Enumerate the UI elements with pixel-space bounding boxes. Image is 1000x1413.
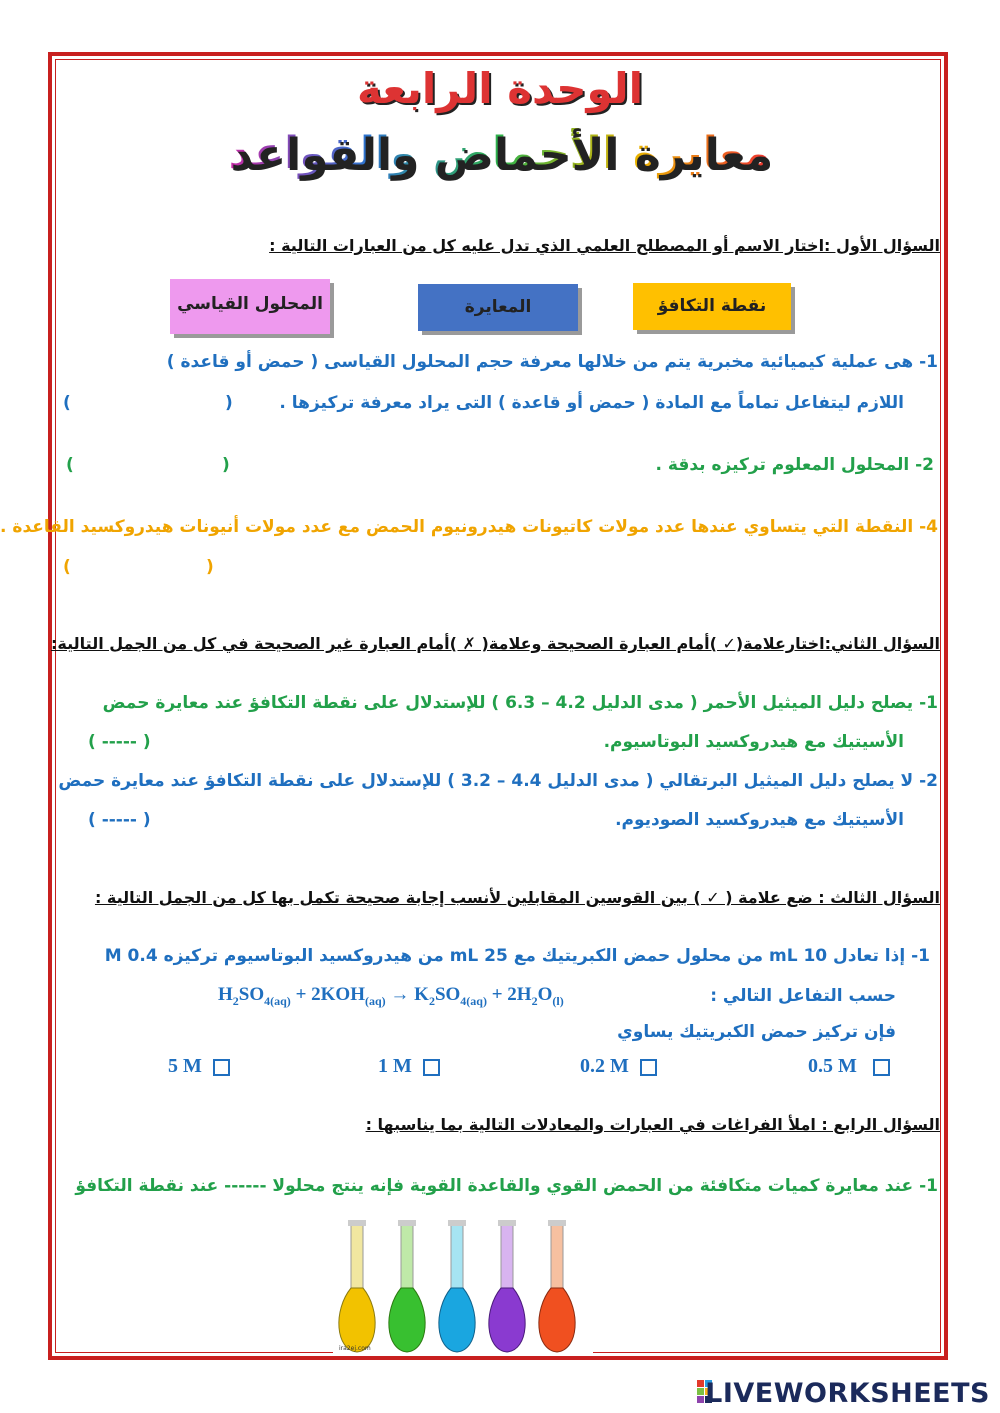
liveworksheets-brand[interactable]: LIVEWORKSHEETS (705, 1378, 990, 1409)
checkbox-icon[interactable] (423, 1059, 440, 1076)
checkbox-icon[interactable] (873, 1059, 890, 1076)
q2-item2-answer-blank[interactable]: ( ----- ) (88, 810, 151, 830)
q2-item1-answer-blank[interactable]: ( ----- ) (88, 732, 151, 752)
checkbox-icon[interactable] (213, 1059, 230, 1076)
q1-heading: السؤال الأول :اختار الاسم أو المصطلح العلمي الذي تدل عليه كل من العبارات التالية : (269, 236, 940, 255)
q1-item1-blank-close: ) (63, 393, 71, 413)
choice-5M[interactable]: 5 M (168, 1055, 230, 1078)
q1-item2-blank-close: ) (66, 455, 74, 475)
q2-item1-line2: الأسيتيك مع هيدروكسيد البوتاسيوم. (603, 732, 904, 752)
reaction-equation: $H_2SO_{4(aq)} + 2KOH_{(aq)} \to K_2SO_{4(aq)} + 2H_2O_{(l)}$ (218, 984, 564, 1008)
option-standard-solution[interactable]: المحلول القياسي (170, 279, 330, 334)
volumetric-flasks-image (333, 1218, 593, 1356)
q3-item1-line3: فإن تركيز حمض الكبريتيك يساوي (617, 1022, 896, 1042)
choice-0-2M[interactable]: 0.2 M (580, 1055, 657, 1078)
q2-item1-line1: 1- يصلح دليل الميثيل الأحمر ( مدى الدليل 4.2 – 6.3 ) للإستدلال على نقطة التكافؤ عند معايرة حمض (102, 693, 938, 713)
image-credit: ira2ej.com (339, 1345, 371, 1352)
q2-item2-line1: 2- لا يصلح دليل الميثيل البرتقالي ( مدى الدليل 4.4 – 3.2 ) للإستدلال على نقطة التكافؤ عند معايرة حمض (58, 771, 938, 791)
q1-item4: 4- النقطة التي يتساوي عندها عدد مولات كاتيونات هيدرونيوم الحمض مع عدد مولات أنيونات هيدروكسيد القاعدة . (0, 517, 938, 537)
q1-item2: 2- المحلول المعلوم تركيزه بدقة . (655, 455, 934, 475)
q2-heading: السؤال الثاني:اختارعلامة(✓ )أمام العبارة الصحيحة وعلامة( ✗ )أمام العبارة غير الصحيحة في كل من الجمل التالية: (51, 634, 940, 653)
q1-item4-blank-close: ) (63, 557, 71, 577)
option-titration[interactable]: المعايرة (418, 284, 578, 331)
q3-item1-line1: 1- إذا تعادل 10 mL من محلول حمض الكبريتيك مع 25 mL من هيدروكسيد البوتاسيوم تركيزه 0.4 M (104, 946, 930, 966)
q4-heading: السؤال الرابع : املأ الفراغات في العبارات والمعادلات التالية بما يناسبها : (365, 1115, 940, 1134)
lesson-title-text: معايرة الأحماض والقواعد (228, 128, 772, 179)
q2-item2-line2: الأسيتيك مع هيدروكسيد الصوديوم. (615, 810, 904, 830)
q3-heading: السؤال الثالث : ضع علامة ( ✓ ) بين القوسين المقابلين لأنسب إجابة صحيحة تكمل بها كل من الجمل التالية : (94, 888, 940, 907)
q1-item1-line2: اللازم ليتفاعل تماماً مع المادة ( حمض أو قاعدة ) التى يراد معرفة تركيزها . (279, 393, 904, 413)
q1-item1-line1: 1- هى عملية كيميائية مخبرية يتم من خلالها معرفة حجم المحلول القياسى ( حمض أو قاعدة ) (166, 352, 938, 372)
q1-item1-blank-open: ( (225, 393, 233, 413)
q4-item1: 1- عند معايرة كميات متكافئة من الحمض القوي والقاعدة القوية فإنه ينتج محلولا ------ عند نقطة التكافؤ (75, 1176, 938, 1196)
lesson-title (0, 128, 1000, 179)
q1-item4-blank-open: ( (206, 557, 214, 577)
unit-title: الوحدة الرابعة (356, 64, 644, 113)
choice-0-5M[interactable]: 0.5 M (808, 1055, 890, 1078)
choice-1M[interactable]: 1 M (378, 1055, 440, 1078)
q1-item2-blank-open: ( (222, 455, 230, 475)
option-equivalence-point[interactable]: نقطة التكافؤ (633, 283, 791, 330)
q3-item1-line2: حسب التفاعل التالي : (710, 986, 896, 1006)
checkbox-icon[interactable] (640, 1059, 657, 1076)
